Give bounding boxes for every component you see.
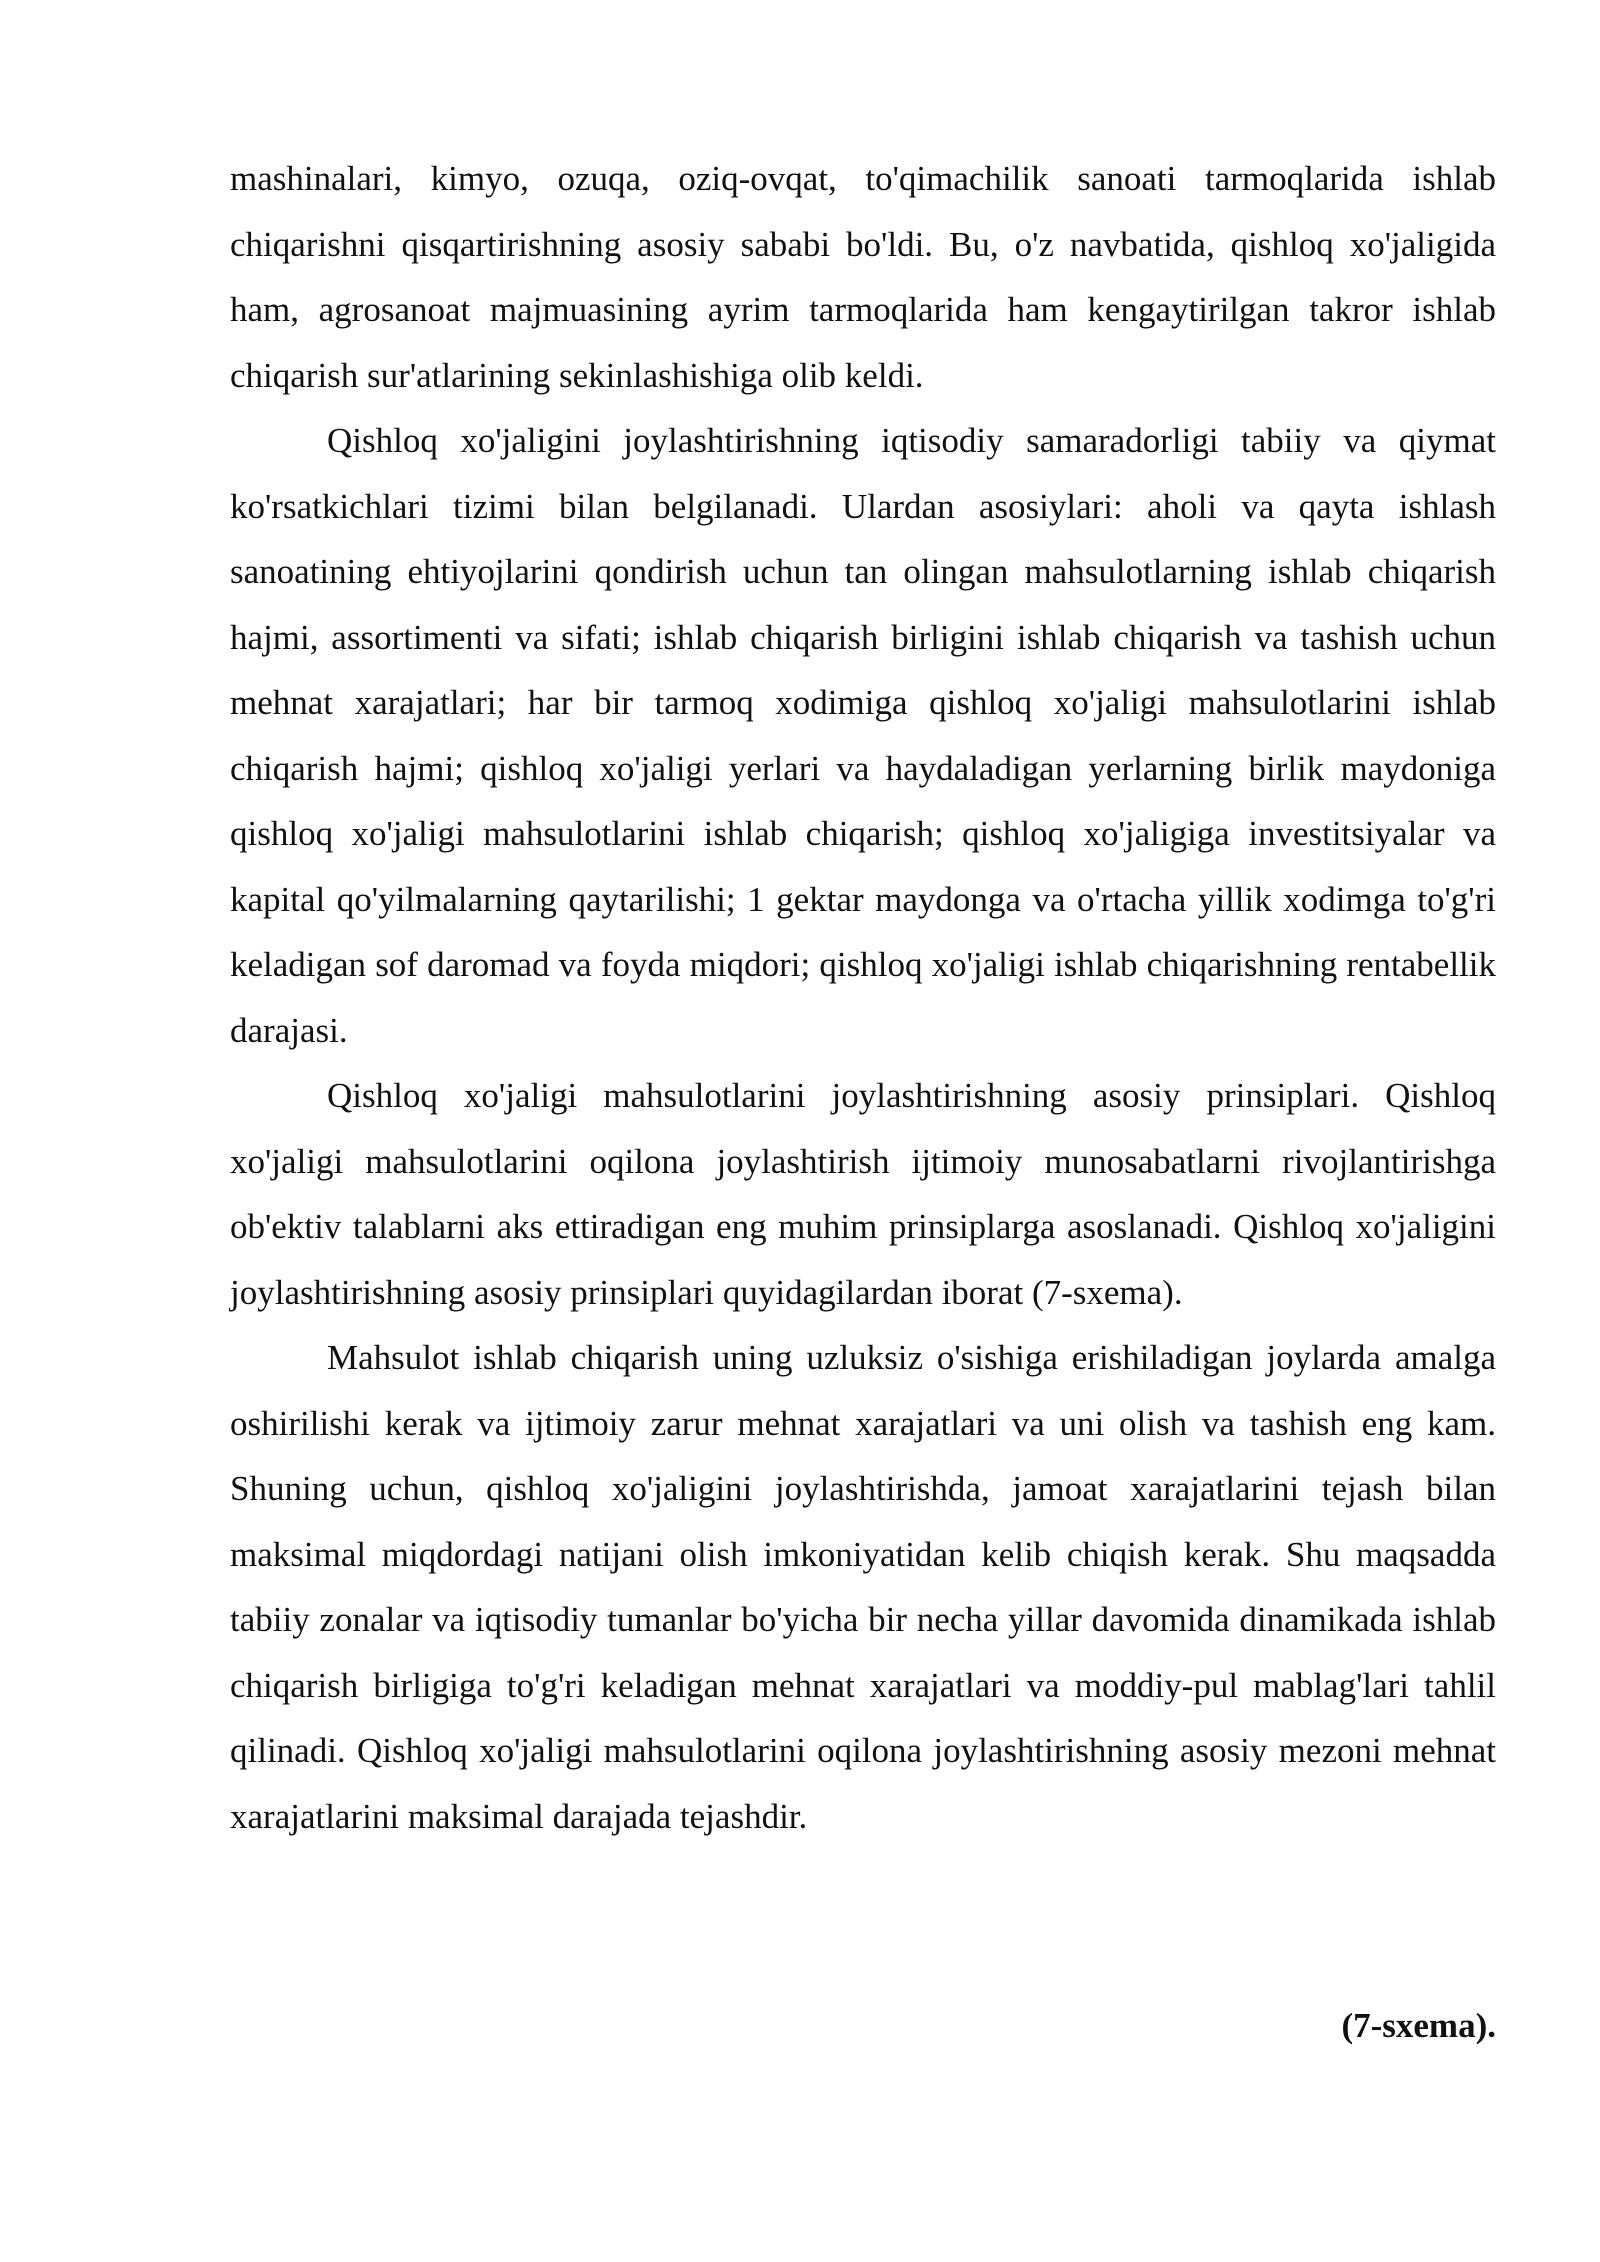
paragraph-production-placement: Mahsulot ishlab chiqarish uning uzluksiz o'sishiga erishiladigan joylarda amalga oshirilishi kerak va ijtimoiy zarur mehnat xarajatlari va uni olish va tashish eng kam. Shuning uchun, qishloq xo'jaligini joylashtirishda, jamoat xarajatlarini tejash bilan maksimal miqdordagi natijani olish imkoniyatidan kelib chiqish kerak. Shu maqsadda tabiiy zonalar va iqtisodiy tumanlar bo'yicha bir necha yillar davomida dinamikada ishlab chiqarish birligiga to'g'ri keladigan mehnat xarajatlari va moddiy-pul mablag'lari tahlil qilinadi. Qishloq xo'jaligi mahsulotlarini oqilona joylashtirishning asosiy mezoni mehnat xarajatlarini maksimal darajada tejashdir. [230,1338,1496,1836]
scheme-caption: (7-sxema). [1341,2006,1496,2045]
paragraph-placement-principles: Qishloq xo'jaligi mahsulotlarini joylashtirishning asosiy prinsiplari. Qishloq xo'jaligi mahsulotlarini oqilona joylashtirish ijtimoiy munosabatlarni rivojlantirishga ob'ektiv talablarni aks ettiradigan eng muhim prinsiplarga asoslanadi. Qishloq xo'jaligini joylashtirishning asosiy prinsiplari quyidagilardan iborat (7-sxema). [230,1076,1496,1312]
paragraph-continuation: mashinalari, kimyo, ozuqa, oziq-ovqat, to'qimachilik sanoati tarmoqlarida ishlab chiqarishni qisqartirishning asosiy sababi bo'ldi. Bu, o'z navbatida, qishloq xo'jaligida ham, agrosanoat majmuasining ayrim tarmoqlarida ham kengaytirilgan takror ishlab chiqarish sur'atlarining sekinlashishiga olib keldi. [230,159,1496,395]
document-body [230,146,1496,1849]
paragraph-economic-efficiency: Qishloq xo'jaligini joylashtirishning iqtisodiy samaradorligi tabiiy va qiymat ko'rsatkichlari tizimi bilan belgilanadi. Ulardan asosiylari: aholi va qayta ishlash sanoatining ehtiyojlarini qondirish uchun tan olingan mahsulotlarning ishlab chiqarish hajmi, assortimenti va sifati; ishlab chiqarish birligini ishlab chiqarish va tashish uchun mehnat xarajatlari; har bir tarmoq xodimiga qishloq xo'jaligi mahsulotlarini ishlab chiqarish hajmi; qishloq xo'jaligi yerlari va haydaladigan yerlarning birlik maydoniga qishloq xo'jaligi mahsulotlarini ishlab chiqarish; qishloq xo'jaligiga investitsiyalar va kapital qo'yilmalarning qaytarilishi; 1 gektar maydonga va o'rtacha yillik xodimga to'g'ri keladigan sof daromad va foyda miqdori; qishloq xo'jaligi ishlab chiqarishning rentabellik darajasi. [230,421,1496,1050]
